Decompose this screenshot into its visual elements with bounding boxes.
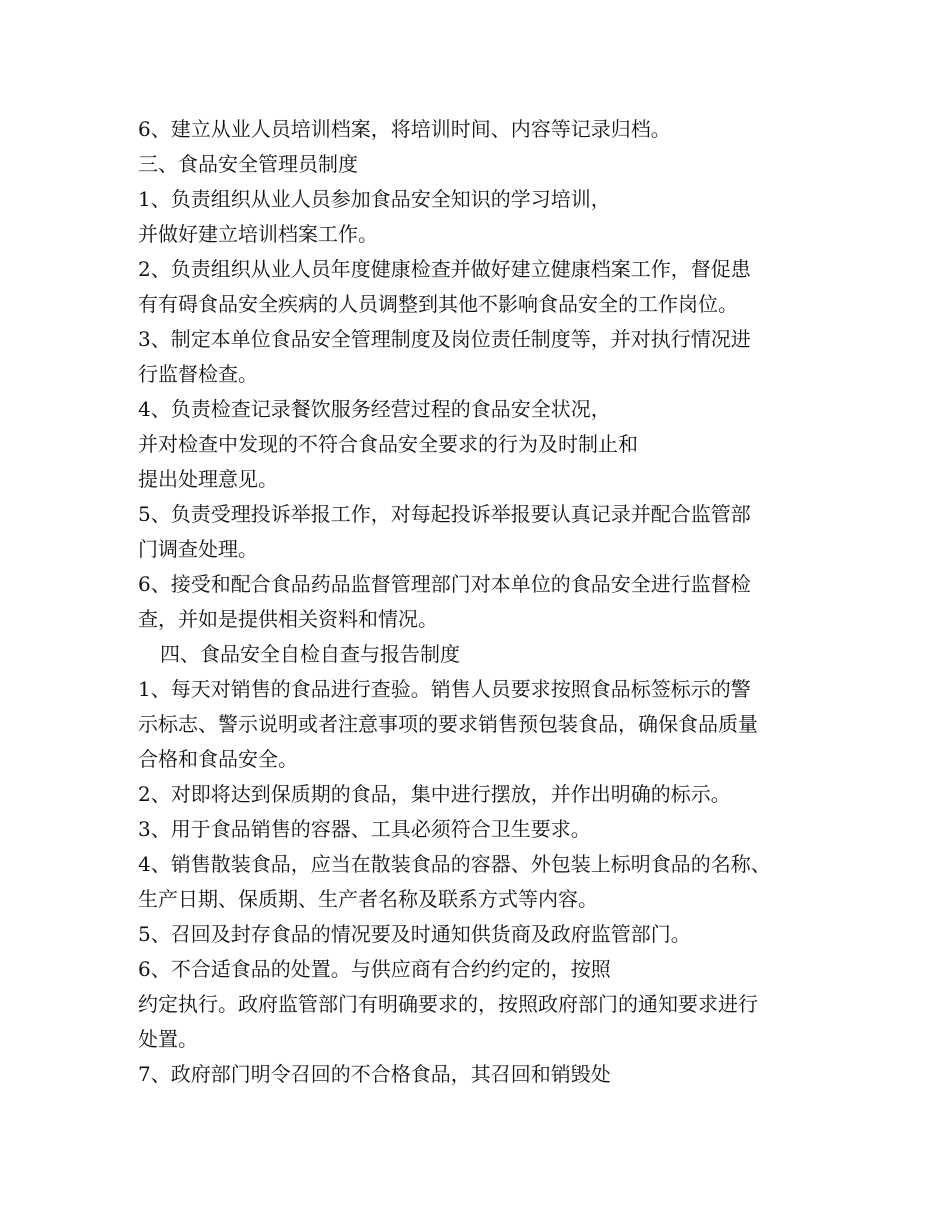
text-line: 合格和食品安全。 — [138, 747, 298, 771]
text-line: 6、接受和配合食品药品监督管理部门对本单位的食品安全进行监督检 — [138, 572, 751, 596]
text-line: 查，并如是提供相关资料和情况。 — [138, 607, 438, 631]
text-line: 有有碍食品安全疾病的人员调整到其他不影响食品安全的工作岗位。 — [138, 292, 738, 316]
text-line: 行监督检查。 — [138, 362, 258, 386]
text-line: 1、负责组织从业人员参加食品安全知识的学习培训， — [138, 187, 611, 211]
text-line: 并做好建立培训档案工作。 — [138, 222, 378, 246]
text-line: 2、负责组织从业人员年度健康检查并做好建立健康档案工作，督促患 — [138, 257, 751, 281]
text-line: 6、不合适食品的处置。与供应商有合约约定的，按照 — [138, 957, 611, 981]
section-heading: 四、食品安全自检自查与报告制度 — [160, 642, 460, 666]
text-line: 门调查处理。 — [138, 537, 258, 561]
text-line: 6、建立从业人员培训档案，将培训时间、内容等记录归档。 — [138, 117, 671, 141]
text-line: 7、政府部门明令召回的不合格食品，其召回和销毁处 — [138, 1062, 611, 1086]
text-line: 处置。 — [138, 1027, 198, 1051]
text-line: 3、制定本单位食品安全管理制度及岗位责任制度等，并对执行情况进 — [138, 327, 751, 351]
document-body — [138, 112, 828, 1092]
text-line: 5、负责受理投诉举报工作，对每起投诉举报要认真记录并配合监管部 — [138, 502, 751, 526]
text-line: 2、对即将达到保质期的食品，集中进行摆放，并作出明确的标示。 — [138, 782, 731, 806]
text-line: 提出处理意见。 — [138, 467, 278, 491]
text-line: 并对检查中发现的不符合食品安全要求的行为及时制止和 — [138, 432, 638, 456]
text-line: 5、召回及封存食品的情况要及时通知供货商及政府监管部门。 — [138, 922, 691, 946]
text-line: 4、负责检查记录餐饮服务经营过程的食品安全状况， — [138, 397, 611, 421]
section-heading: 三、食品安全管理员制度 — [138, 152, 358, 176]
text-line: 4、销售散装食品，应当在散装食品的容器、外包装上标明食品的名称、 — [138, 852, 771, 876]
text-line: 1、每天对销售的食品进行查验。销售人员要求按照食品标签标示的警 — [138, 677, 751, 701]
text-line: 3、用于食品销售的容器、工具必须符合卫生要求。 — [138, 817, 591, 841]
text-line: 生产日期、保质期、生产者名称及联系方式等内容。 — [138, 887, 598, 911]
text-line: 约定执行。政府监管部门有明确要求的，按照政府部门的通知要求进行 — [138, 992, 758, 1016]
text-line: 示标志、警示说明或者注意事项的要求销售预包装食品，确保食品质量 — [138, 712, 758, 736]
